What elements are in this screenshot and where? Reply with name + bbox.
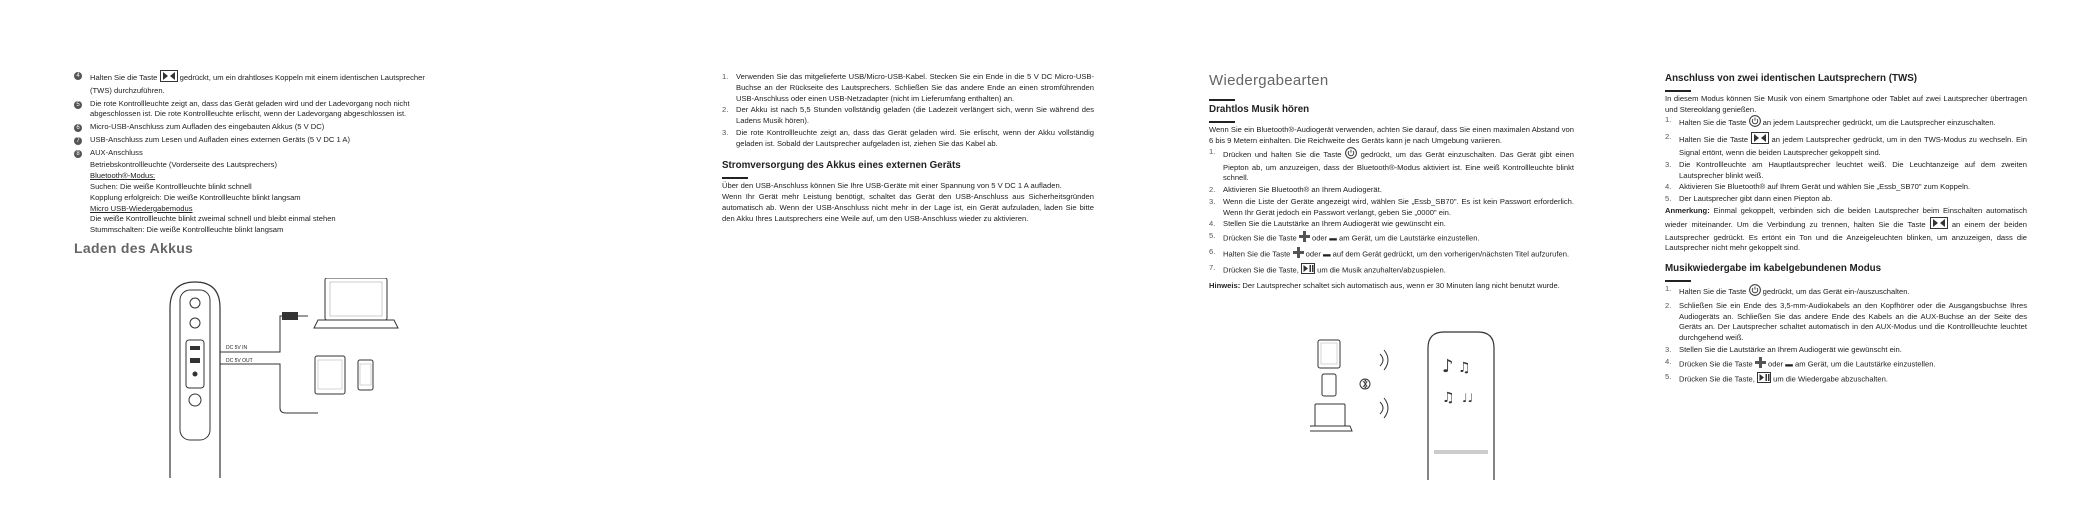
wireless-intro: Wenn Sie ein Bluetooth®-Audiogerät verwenden, achten Sie darauf, dass Sie einen maximalen Abstand von 6 bis 9 Metern einhalten. Die Reichweite des Geräts kann je nach Umgebung variieren. [1209,125,1574,145]
tws-icon [1930,217,1948,233]
column-2 [722,72,1094,225]
power-icon [1345,147,1357,163]
item-text: AUX-Anschluss [90,147,143,157]
usb-paragraph-2: Wenn Ihr Gerät mehr Leistung benötigt, schaltet das Gerät den USB-Anschluss aus Sicherheitsgründen automatisch ab. Wenn der USB-Anschluss nicht mehr in der Lage ist, ein Gerät aufzuladen, laden Sie bitte den Akku Ihres Lautsprechers eine Weile auf, um den USB-Anschluss wieder zu aktivieren. [722,192,1094,223]
speaker-icon [1428,332,1494,480]
item-number-badge: 7 [74,137,82,145]
plus-icon [1293,247,1304,262]
micro-mode-text: Die weiße Kontrollleuchte blinkt zweimal schnell und bleibt einmal stehen [90,214,336,224]
bluetooth-icon [1360,379,1370,389]
bt-mode-label: Bluetooth®-Modus: [90,171,156,181]
list-item [74,135,444,146]
column-4 [1665,72,2027,388]
charging-steps [722,72,1094,149]
list-item: 3. Die rote Kontrollleuchte zeigt an, dass das Gerät geladen wird. Sie erlischt, wenn der Akku vollständig geladen ist. Sobald der Lautsprecher aufgeladen ist, ziehen Sie das Kabel ab. [722,127,1094,148]
tws-steps [1665,115,2027,204]
play-pause-icon [1757,372,1771,387]
tablet-icon [1318,340,1340,368]
note-label: Hinweis: [1209,280,1241,290]
phone-icon [358,360,373,390]
column-1 [74,70,444,259]
svg-text:♫: ♫ [1458,360,1471,376]
wireless-steps [1209,147,1574,278]
micro-mode-label: Micro USB-Wiedergabemodus [90,203,193,213]
item-text: Die rote Kontrollleuchte zeigt an, dass das Gerät geladen wird und der Ladevorgang noch nicht abgeschlossen ist. Die rote Kontrollleuchte erlischt, wenn der Ladevorgang abgeschlossen ist. [90,98,410,119]
list-item: 2. Halten Sie die Taste an jedem Lautsprecher gedrückt, um in den TWS-Modus zu wechseln. Ein Signal ertönt, wenn die beiden Lautsprecher gekoppelt sind. [1665,132,2027,158]
item-number-badge: 8 [74,150,82,158]
tws-intro: In diesem Modus können Sie Musik von einem Smartphone oder Tablet auf zwei Lautsprecher übertragen und Stereoklang genießen. [1665,93,2027,114]
dc-in-label: DC 5V IN [226,345,248,351]
led-title: Betriebskontrollleuchte (Vorderseite des Lautsprechers) [90,160,277,170]
list-item: 3. Die Kontrollleuchte am Hauptlautsprecher leuchtet weiß. Die Leuchtanzeige auf dem zweiten Lautsprecher blinkt weiß. [1665,159,2027,180]
list-item: 4. Drücken Sie die Taste oder ▬ am Gerät, um die Lautstärke einzustellen. [1665,357,2027,372]
item-text: Micro-USB-Anschluss zum Aufladen des eingebauten Akkus (5 V DC) [90,122,325,132]
list-item: 1. Drücken und halten Sie die Taste gedrückt, um das Gerät einzuschalten. Das Gerät gibt einen Piepton ab, um anzuzeigen, dass der Bluetooth®-Modus aktiviert ist. Eine weiß Kontrollleuchte blinkt schnell. [1209,146,1574,183]
list-item: 2. Der Akku ist nach 5,5 Stunden vollständig geladen (die Ladezeit verlängert sich, wenn Sie während des Ladens Musik hören). [722,105,1094,126]
note-text: Der Lautsprecher schaltet sich automatisch aus, wenn er 30 Minuten lang nicht benutzt wurde. [1242,280,1560,290]
list-item: 1. Halten Sie die Taste an jedem Lautsprecher gedrückt, um die Lautsprecher einzuschalten. [1665,115,2027,131]
list-item: 1. Halten Sie die Taste gedrückt, um das Gerät ein-/auszuschalten. [1665,284,2027,300]
power-icon [1749,284,1761,300]
power-button [189,394,201,406]
laptop-icon [1310,404,1352,431]
list-item: 7. Drücken Sie die Taste, um die Musik anzuhalten/abzuspielen. [1209,263,1574,278]
list-item: 5. Drücken Sie die Taste oder ▬ am Gerät, um die Lautstärke einzustellen. [1209,231,1574,246]
note-label: Anmerkung: [1665,205,1710,215]
tws-icon [160,70,178,86]
list-item: 4. Stellen Sie die Lautstärke an Ihrem Audiogerät wie gewünscht ein. [1209,219,1446,229]
list-item [74,99,444,121]
tws-note: Anmerkung: Einmal gekoppelt, verbinden sich die beiden Lautsprecher beim Einschalten automatisch wieder miteinander. Um die Verbindung zu trennen, halten Sie die Taste an einem der beiden Lautsprecher gedrückt. Es ertönt ein Ton und die Anzeigeleuchten blinken, um anzuzeigen, dass die Lautsprecher nicht mehr gekoppelt sind. [1665,205,2027,253]
indicator-section [90,160,444,235]
item-number-badge: 6 [74,124,82,132]
list-item: 2. Schließen Sie ein Ende des 3,5-mm-Audiokabels an den Kopfhörer oder die Ausgangsbuchse Ihres Audiogeräts an. Schließen Sie das andere Ende des Kabels an die AUX-Buchse an der Seite des Geräts an. Der Lautsprecher schaltet automatisch in den AUX-Modus und die Kontrollleuchte leuchtet durchgehend weiß. [1665,300,2027,343]
item-number-badge: 4 [74,72,82,80]
list-item: 1. Verwenden Sie das mitgelieferte USB/Micro-USB-Kabel. Stecken Sie ein Ende in die 5 V DC Micro-USB-Buchse an der Rückseite des Lautsprechers. Schließen Sie das andere Ende an einen stromführenden USB-Anschluss oder einen USB-Netzadapter (nicht im Lieferumfang enthalten) an. [722,72,1094,103]
usb-paragraph-1: Über den USB-Anschluss können Sie Ihre USB-Geräte mit einer Spannung von 5 V DC 1 A aufladen. [722,181,1062,191]
power-external-heading: Stromversorgung des Akkus eines externen Geräts [722,160,961,172]
list-item [74,70,444,97]
wireless-diagram [1310,330,1540,480]
list-item: 2. Aktivieren Sie Bluetooth® an Ihrem Audiogerät. [1209,185,1382,195]
tws-icon [1751,132,1769,148]
playpause-button [190,318,200,328]
tws-button [190,298,200,308]
item-text: USB-Anschluss zum Lesen und Aufladen eines externen Geräts (5 V DC 1 A) [90,134,351,144]
list-item [74,122,444,133]
playback-modes-title: Wiedergabearten [1209,72,1329,89]
list-item: 5. Der Lautsprecher gibt dann einen Piepton ab. [1665,194,1833,204]
svg-text:♫: ♫ [1442,390,1455,406]
heading-rule [1665,90,1691,92]
charging-diagram [150,278,400,478]
mute-text: Stummschalten: Die weiße Kontrollleuchte blinkt langsam [90,225,284,235]
wired-steps [1665,284,2027,387]
plus-icon [1755,357,1766,372]
dc-out-label: DC 5V OUT [226,358,253,364]
list-item: 6. Halten Sie die Taste oder ▬ auf dem Gerät gedrückt, um den vorherigen/nächsten Titel aufzurufen. [1209,247,1574,262]
item-text: Halten Sie die Taste gedrückt, um ein drahtloses Koppeln mit einem identischen Lautsprecher (TWS) durchzuführen. [90,70,444,97]
phone-icon [1322,374,1336,396]
list-item: 4. Aktivieren Sie Bluetooth® auf Ihrem Gerät und wählen Sie „Essb_SB70" zum Koppeln. [1665,182,1971,192]
tws-heading: Anschluss von zwei identischen Lautsprechern (TWS) [1665,73,1918,84]
parts-list [74,70,444,158]
plus-icon [1299,231,1310,246]
power-icon [1749,115,1761,131]
play-pause-icon [1301,263,1315,278]
heading-rule [1665,280,1691,282]
title-rule [1209,99,1235,101]
search-text: Suchen: Die weiße Kontrollleuchte blinkt schnell [90,182,252,192]
column-3 [1209,70,1574,291]
paired-text: Kopplung erfolgreich: Die weiße Kontrollleuchte blinkt langsam [90,192,301,202]
tablet-icon [315,356,345,394]
list-item [74,148,444,159]
list-item: 5. Drücken Sie die Taste, um die Wiedergabe abzuschalten. [1665,372,2027,387]
laptop-icon [314,278,398,328]
wired-heading: Musikwiedergabe im kabelgebundenen Modus [1665,263,1882,275]
list-item: 3. Stellen Sie die Lautstärke an Ihrem Audiogerät wie gewünscht ein. [1665,344,1902,354]
heading-rule [722,177,748,179]
charging-heading: Laden des Akkus [74,239,194,256]
item-number-badge: 5 [74,101,82,109]
heading-rule [1209,121,1235,123]
wireless-heading: Drahtlos Musik hören [1209,104,1310,116]
list-item: 3. Wenn die Liste der Geräte angezeigt wird, wählen Sie „Essb_SB70". Es ist kein Passwort erforderlich. Wenn Ihr Gerät jedoch ein Passwort verlangt, geben Sie „0000" ein. [1209,196,1574,217]
svg-text:♩♩: ♩♩ [1462,391,1474,405]
wireless-signal-icon [1380,350,1388,418]
wireless-note [1209,281,1574,292]
svg-text:♪: ♪ [1442,356,1454,377]
